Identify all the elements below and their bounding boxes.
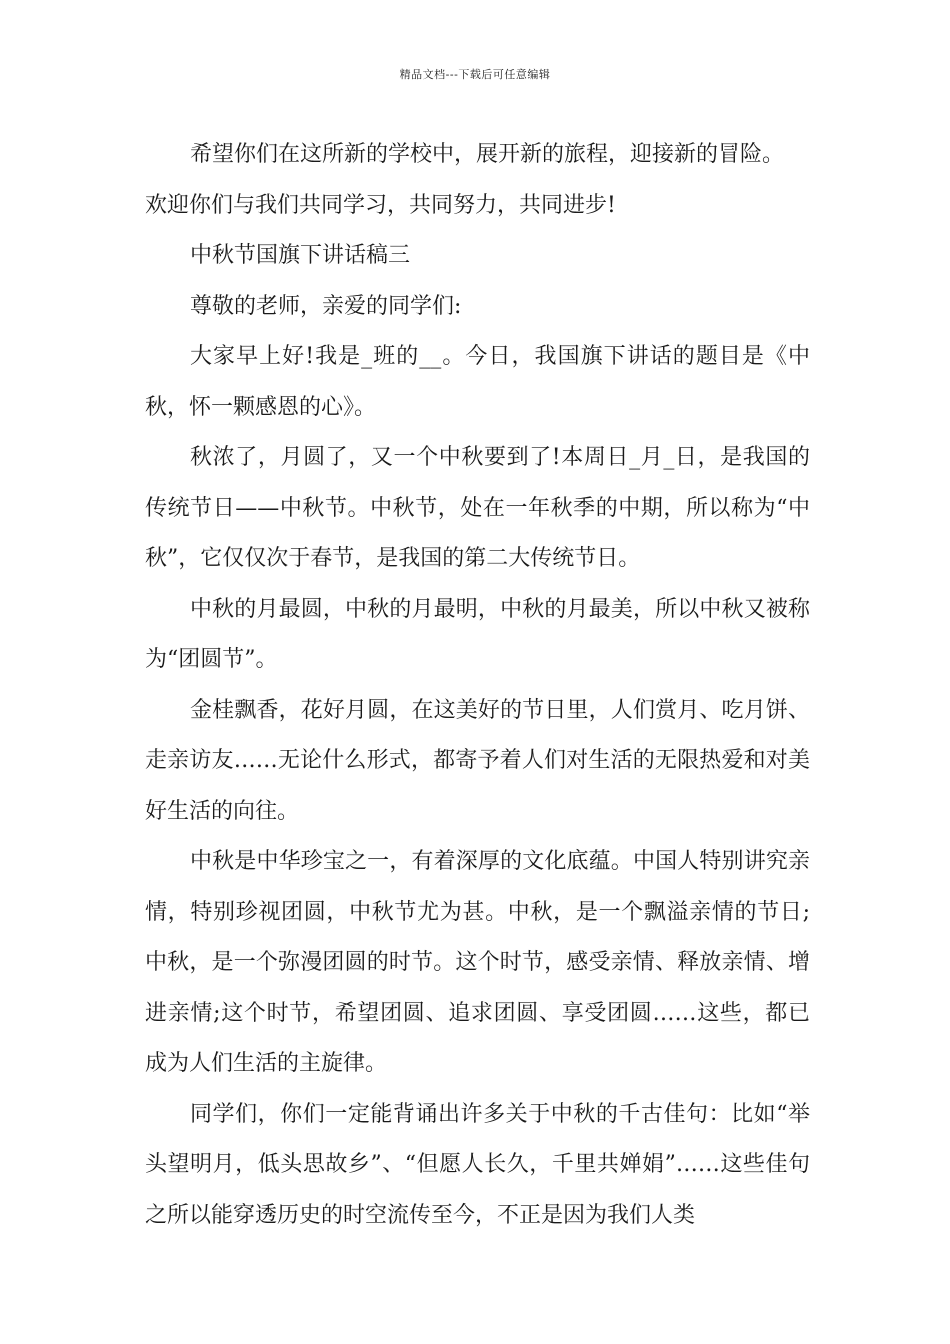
- paragraph-welcome-2: 欢迎你们与我们共同学习，共同努力，共同进步!: [145, 192, 616, 218]
- paragraph-welcome-1: 希望你们在这所新的学校中，展开新的旅程，迎接新的冒险。: [190, 142, 785, 167]
- paragraph-customs: 金桂飘香，花好月圆，在这美好的节日里，人们赏月、吃月饼、走亲访友……无论什么形式，都寄予着人们对生活的无限热爱和对美好生活的向往。: [145, 697, 810, 824]
- page-header: 精品文档---下载后可任意编辑: [399, 68, 551, 81]
- paragraph-mid-autumn-intro: 秋浓了，月圆了，又一个中秋要到了!本周日_月_日，是我国的传统节日——中秋节。中秋节，处在一年秋季的中期，所以称为“中秋”，它仅仅次于春节，是我国的第二大传统节日。: [145, 445, 810, 571]
- section-title: 中秋节国旗下讲话稿三: [190, 243, 411, 268]
- paragraph-poems: 同学们，你们一定能背诵出许多关于中秋的千古佳句：比如“举头望明月，低头思故乡”、“但愿人长久，千里共婵娟”……这些佳句之所以能穿透历史的时空流传至今，不正是因为我们人类: [145, 1101, 810, 1228]
- paragraph-reunion-festival: 中秋的月最圆，中秋的月最明，中秋的月最美，所以中秋又被称为“团圆节”。: [145, 596, 810, 672]
- paragraph-culture: 中秋是中华珍宝之一，有着深厚的文化底蕴。中国人特别讲究亲情，特别珍视团圆，中秋节尤为甚。中秋，是一个飘溢亲情的节日;中秋，是一个弥漫团圆的时节。这个时节，感受亲情、释放亲情、增进亲情;这个时节，希望团圆、追求团圆、享受团圆……这些，都已成为人们生活的主旋律。: [145, 849, 810, 1076]
- paragraph-greeting: 大家早上好!我是_班的__。今日，我国旗下讲话的题目是《中秋，怀一颗感恩的心》。: [145, 344, 810, 420]
- document-body: [145, 130, 810, 1241]
- salutation: 尊敬的老师，亲爱的同学们:: [190, 293, 462, 319]
